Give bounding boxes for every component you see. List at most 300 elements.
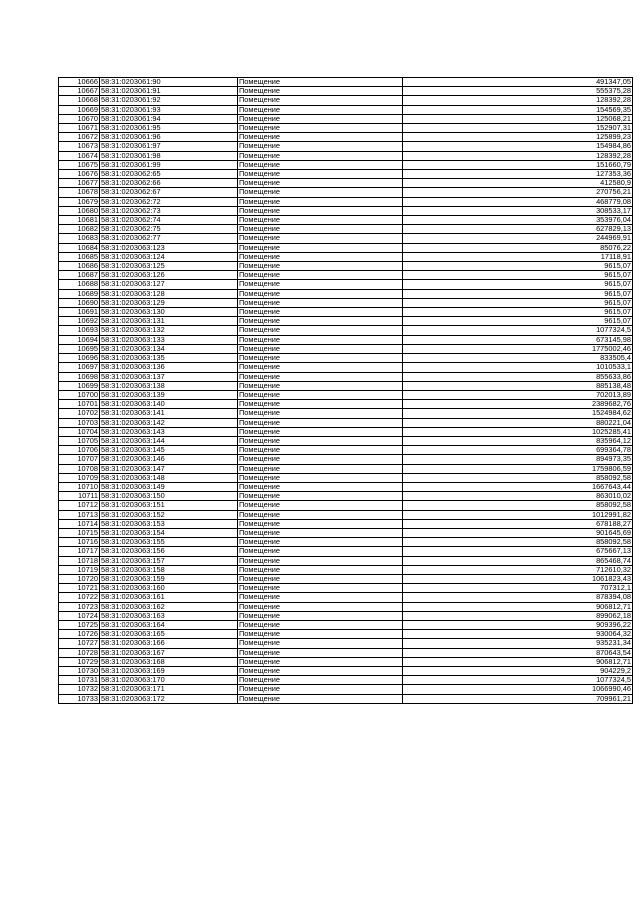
object-type-cell: Помещение [238,335,403,344]
cadastral-number-cell: 58:31:0203063:136 [100,363,238,372]
cadastral-value-cell: 835964,12 [403,436,633,445]
row-number-cell: 10730 [59,667,100,676]
row-number-cell: 10709 [59,473,100,482]
table-row [59,427,633,436]
object-type-cell: Помещение [238,409,403,418]
table-row [59,584,633,593]
object-type-cell: Помещение [238,105,403,114]
row-number-cell: 10691 [59,308,100,317]
cadastral-number-cell: 58:31:0203061:96 [100,133,238,142]
cadastral-value-table [58,77,633,704]
row-number-cell: 10703 [59,418,100,427]
cadastral-value-cell: 1061823,43 [403,574,633,583]
row-number-cell: 10708 [59,464,100,473]
cadastral-value-cell: 9615,07 [403,280,633,289]
cadastral-value-cell: 885138,48 [403,381,633,390]
cadastral-value-cell: 930064,32 [403,630,633,639]
table-row [59,308,633,317]
row-number-cell: 10672 [59,133,100,142]
cadastral-value-cell: 244969,91 [403,234,633,243]
table-row [59,87,633,96]
cadastral-value-cell: 1025285,41 [403,427,633,436]
cadastral-value-cell: 678188,27 [403,519,633,528]
object-type-cell: Помещение [238,501,403,510]
cadastral-value-cell: 712610,32 [403,565,633,574]
row-number-cell: 10694 [59,335,100,344]
row-number-cell: 10704 [59,427,100,436]
cadastral-number-cell: 58:31:0203063:167 [100,648,238,657]
object-type-cell: Помещение [238,151,403,160]
cadastral-number-cell: 58:31:0203062:65 [100,170,238,179]
cadastral-number-cell: 58:31:0203063:150 [100,492,238,501]
table-row [59,639,633,648]
table-row [59,78,633,87]
table-row [59,620,633,629]
cadastral-number-cell: 58:31:0203063:160 [100,584,238,593]
object-type-cell: Помещение [238,87,403,96]
object-type-cell: Помещение [238,354,403,363]
table-row [59,436,633,445]
cadastral-value-cell: 9615,07 [403,298,633,307]
cadastral-value-cell: 9615,07 [403,271,633,280]
object-type-cell: Помещение [238,694,403,703]
cadastral-value-cell: 880221,04 [403,418,633,427]
cadastral-value-cell: 2389682,76 [403,400,633,409]
row-number-cell: 10679 [59,197,100,206]
cadastral-number-cell: 58:31:0203062:77 [100,234,238,243]
table-row [59,234,633,243]
row-number-cell: 10677 [59,179,100,188]
cadastral-number-cell: 58:31:0203063:126 [100,271,238,280]
cadastral-number-cell: 58:31:0203063:154 [100,528,238,537]
object-type-cell: Помещение [238,133,403,142]
object-type-cell: Помещение [238,519,403,528]
cadastral-value-cell: 128392,28 [403,151,633,160]
object-type-cell: Помещение [238,390,403,399]
cadastral-value-cell: 858092,58 [403,538,633,547]
cadastral-number-cell: 58:31:0203062:67 [100,188,238,197]
cadastral-number-cell: 58:31:0203063:161 [100,593,238,602]
object-type-cell: Помещение [238,206,403,215]
table-row [59,372,633,381]
row-number-cell: 10692 [59,317,100,326]
cadastral-value-cell: 9615,07 [403,317,633,326]
table-row [59,400,633,409]
cadastral-number-cell: 58:31:0203063:138 [100,381,238,390]
object-type-cell: Помещение [238,344,403,353]
table-row [59,685,633,694]
cadastral-value-cell: 1077324,5 [403,676,633,685]
table-row [59,151,633,160]
cadastral-number-cell: 58:31:0203063:159 [100,574,238,583]
cadastral-value-cell: 555375,28 [403,87,633,96]
object-type-cell: Помещение [238,96,403,105]
object-type-cell: Помещение [238,216,403,225]
object-type-cell: Помещение [238,372,403,381]
cadastral-value-cell: 308533,17 [403,206,633,215]
row-number-cell: 10702 [59,409,100,418]
table-row [59,363,633,372]
table-row [59,243,633,252]
table-row [59,289,633,298]
object-type-cell: Помещение [238,188,403,197]
object-type-cell: Помещение [238,418,403,427]
row-number-cell: 10705 [59,436,100,445]
row-number-cell: 10724 [59,611,100,620]
cadastral-value-cell: 1775002,46 [403,344,633,353]
row-number-cell: 10681 [59,216,100,225]
row-number-cell: 10728 [59,648,100,657]
cadastral-number-cell: 58:31:0203063:165 [100,630,238,639]
row-number-cell: 10729 [59,657,100,666]
object-type-cell: Помещение [238,538,403,547]
table-row [59,492,633,501]
row-number-cell: 10701 [59,400,100,409]
row-number-cell: 10686 [59,262,100,271]
object-type-cell: Помещение [238,363,403,372]
object-type-cell: Помещение [238,289,403,298]
cadastral-value-cell: 863010,02 [403,492,633,501]
cadastral-value-cell: 1759806,59 [403,464,633,473]
cadastral-value-cell: 491347,05 [403,78,633,87]
row-number-cell: 10713 [59,510,100,519]
cadastral-number-cell: 58:31:0203063:172 [100,694,238,703]
table-row [59,142,633,151]
object-type-cell: Помещение [238,565,403,574]
cadastral-number-cell: 58:31:0203063:166 [100,639,238,648]
row-number-cell: 10674 [59,151,100,160]
row-number-cell: 10718 [59,556,100,565]
object-type-cell: Помещение [238,243,403,252]
cadastral-value-cell: 412580,9 [403,179,633,188]
table-row [59,630,633,639]
table-row [59,179,633,188]
row-number-cell: 10715 [59,528,100,537]
table-row [59,105,633,114]
cadastral-number-cell: 58:31:0203063:157 [100,556,238,565]
cadastral-number-cell: 58:31:0203063:158 [100,565,238,574]
object-type-cell: Помещение [238,482,403,491]
cadastral-value-cell: 675667,13 [403,547,633,556]
table-row [59,344,633,353]
row-number-cell: 10675 [59,160,100,169]
object-type-cell: Помещение [238,427,403,436]
table-row [59,114,633,123]
object-type-cell: Помещение [238,639,403,648]
row-number-cell: 10720 [59,574,100,583]
table-row [59,96,633,105]
cadastral-number-cell: 58:31:0203063:142 [100,418,238,427]
object-type-cell: Помещение [238,160,403,169]
object-type-cell: Помещение [238,197,403,206]
cadastral-value-cell: 1010533,1 [403,363,633,372]
row-number-cell: 10670 [59,114,100,123]
cadastral-number-cell: 58:31:0203063:131 [100,317,238,326]
cadastral-value-cell: 855633,86 [403,372,633,381]
row-number-cell: 10719 [59,565,100,574]
object-type-cell: Помещение [238,473,403,482]
row-number-cell: 10732 [59,685,100,694]
object-type-cell: Помещение [238,234,403,243]
row-number-cell: 10683 [59,234,100,243]
table-row [59,160,633,169]
cadastral-value-cell: 468779,08 [403,197,633,206]
cadastral-value-cell: 353976,04 [403,216,633,225]
object-type-cell: Помещение [238,464,403,473]
row-number-cell: 10700 [59,390,100,399]
cadastral-number-cell: 58:31:0203063:135 [100,354,238,363]
table-row [59,381,633,390]
cadastral-value-cell: 904229,2 [403,667,633,676]
row-number-cell: 10722 [59,593,100,602]
cadastral-value-cell: 270756,21 [403,188,633,197]
row-number-cell: 10714 [59,519,100,528]
object-type-cell: Помещение [238,657,403,666]
table-row [59,694,633,703]
row-number-cell: 10717 [59,547,100,556]
row-number-cell: 10676 [59,170,100,179]
cadastral-value-cell: 702013,89 [403,390,633,399]
cadastral-value-cell: 1524984,62 [403,409,633,418]
cadastral-value-cell: 9615,07 [403,308,633,317]
cadastral-number-cell: 58:31:0203063:168 [100,657,238,666]
cadastral-number-cell: 58:31:0203063:130 [100,308,238,317]
object-type-cell: Помещение [238,142,403,151]
table-row [59,133,633,142]
object-type-cell: Помещение [238,602,403,611]
cadastral-number-cell: 58:31:0203062:75 [100,225,238,234]
cadastral-number-cell: 58:31:0203063:133 [100,335,238,344]
cadastral-number-cell: 58:31:0203061:94 [100,114,238,123]
cadastral-number-cell: 58:31:0203061:91 [100,87,238,96]
cadastral-number-cell: 58:31:0203063:147 [100,464,238,473]
cadastral-value-cell: 901645,69 [403,528,633,537]
row-number-cell: 10680 [59,206,100,215]
cadastral-number-cell: 58:31:0203063:170 [100,676,238,685]
table-row [59,216,633,225]
object-type-cell: Помещение [238,124,403,133]
row-number-cell: 10678 [59,188,100,197]
table-row [59,556,633,565]
table-row [59,547,633,556]
table-row [59,206,633,215]
cadastral-value-cell: 154984,86 [403,142,633,151]
cadastral-value-cell: 906812,71 [403,657,633,666]
object-type-cell: Помещение [238,225,403,234]
row-number-cell: 10689 [59,289,100,298]
cadastral-value-cell: 935231,34 [403,639,633,648]
table-row [59,482,633,491]
object-type-cell: Помещение [238,648,403,657]
cadastral-value-cell: 865468,74 [403,556,633,565]
cadastral-value-cell: 899062,18 [403,611,633,620]
table-row [59,667,633,676]
cadastral-value-cell: 707312,1 [403,584,633,593]
row-number-cell: 10668 [59,96,100,105]
row-number-cell: 10727 [59,639,100,648]
table-row [59,197,633,206]
cadastral-number-cell: 58:31:0203063:153 [100,519,238,528]
cadastral-number-cell: 58:31:0203063:164 [100,620,238,629]
table-row [59,501,633,510]
row-number-cell: 10690 [59,298,100,307]
cadastral-number-cell: 58:31:0203063:125 [100,262,238,271]
cadastral-value-cell: 1667643,44 [403,482,633,491]
table-row [59,317,633,326]
row-number-cell: 10697 [59,363,100,372]
object-type-cell: Помещение [238,528,403,537]
cadastral-number-cell: 58:31:0203063:171 [100,685,238,694]
cadastral-value-cell: 127353,36 [403,170,633,179]
cadastral-number-cell: 58:31:0203061:95 [100,124,238,133]
row-number-cell: 10667 [59,87,100,96]
cadastral-number-cell: 58:31:0203062:74 [100,216,238,225]
object-type-cell: Помещение [238,381,403,390]
table-row [59,510,633,519]
cadastral-number-cell: 58:31:0203063:152 [100,510,238,519]
table-row [59,676,633,685]
row-number-cell: 10733 [59,694,100,703]
row-number-cell: 10716 [59,538,100,547]
row-number-cell: 10721 [59,584,100,593]
table-row [59,335,633,344]
table-row [59,298,633,307]
row-number-cell: 10725 [59,620,100,629]
object-type-cell: Помещение [238,510,403,519]
object-type-cell: Помещение [238,317,403,326]
row-number-cell: 10687 [59,271,100,280]
table-row [59,528,633,537]
table-row [59,409,633,418]
object-type-cell: Помещение [238,446,403,455]
object-type-cell: Помещение [238,611,403,620]
object-type-cell: Помещение [238,280,403,289]
row-number-cell: 10699 [59,381,100,390]
object-type-cell: Помещение [238,114,403,123]
table-row [59,648,633,657]
cadastral-number-cell: 58:31:0203061:93 [100,105,238,114]
table-row [59,574,633,583]
row-number-cell: 10684 [59,243,100,252]
row-number-cell: 10669 [59,105,100,114]
table-row [59,602,633,611]
cadastral-number-cell: 58:31:0203063:143 [100,427,238,436]
table-row [59,611,633,620]
cadastral-value-cell: 833505,4 [403,354,633,363]
table-row [59,188,633,197]
cadastral-number-cell: 58:31:0203063:149 [100,482,238,491]
cadastral-value-cell: 627829,13 [403,225,633,234]
object-type-cell: Помещение [238,400,403,409]
object-type-cell: Помещение [238,620,403,629]
row-number-cell: 10682 [59,225,100,234]
object-type-cell: Помещение [238,676,403,685]
table-row [59,464,633,473]
cadastral-number-cell: 58:31:0203063:155 [100,538,238,547]
row-number-cell: 10695 [59,344,100,353]
table-row [59,593,633,602]
cadastral-value-cell: 699364,78 [403,446,633,455]
cadastral-value-cell: 151660,79 [403,160,633,169]
cadastral-value-cell: 1077324,5 [403,326,633,335]
row-number-cell: 10707 [59,455,100,464]
table-row [59,538,633,547]
cadastral-value-cell: 1012991,82 [403,510,633,519]
cadastral-value-cell: 858092,58 [403,501,633,510]
cadastral-number-cell: 58:31:0203063:145 [100,446,238,455]
cadastral-number-cell: 58:31:0203062:72 [100,197,238,206]
cadastral-number-cell: 58:31:0203063:163 [100,611,238,620]
cadastral-value-cell: 85076,22 [403,243,633,252]
row-number-cell: 10710 [59,482,100,491]
object-type-cell: Помещение [238,252,403,261]
cadastral-number-cell: 58:31:0203063:129 [100,298,238,307]
table-row [59,170,633,179]
object-type-cell: Помещение [238,78,403,87]
row-number-cell: 10688 [59,280,100,289]
table-row [59,446,633,455]
cadastral-value-cell: 128392,28 [403,96,633,105]
cadastral-number-cell: 58:31:0203063:140 [100,400,238,409]
object-type-cell: Помещение [238,170,403,179]
cadastral-number-cell: 58:31:0203063:151 [100,501,238,510]
cadastral-number-cell: 58:31:0203062:73 [100,206,238,215]
table-row [59,657,633,666]
row-number-cell: 10673 [59,142,100,151]
object-type-cell: Помещение [238,593,403,602]
cadastral-value-cell: 858092,58 [403,473,633,482]
row-number-cell: 10666 [59,78,100,87]
cadastral-number-cell: 58:31:0203063:169 [100,667,238,676]
cadastral-value-cell: 152907,31 [403,124,633,133]
cadastral-number-cell: 58:31:0203061:98 [100,151,238,160]
row-number-cell: 10711 [59,492,100,501]
row-number-cell: 10723 [59,602,100,611]
table-row [59,124,633,133]
table-row [59,473,633,482]
row-number-cell: 10696 [59,354,100,363]
cadastral-number-cell: 58:31:0203063:162 [100,602,238,611]
cadastral-value-cell: 125068,21 [403,114,633,123]
object-type-cell: Помещение [238,298,403,307]
table-row [59,326,633,335]
table-row [59,455,633,464]
cadastral-value-cell: 709961,21 [403,694,633,703]
cadastral-number-cell: 58:31:0203061:92 [100,96,238,105]
cadastral-value-cell: 9615,07 [403,289,633,298]
cadastral-number-cell: 58:31:0203063:128 [100,289,238,298]
cadastral-number-cell: 58:31:0203063:124 [100,252,238,261]
row-number-cell: 10693 [59,326,100,335]
cadastral-value-cell: 870643,54 [403,648,633,657]
row-number-cell: 10731 [59,676,100,685]
cadastral-number-cell: 58:31:0203063:156 [100,547,238,556]
cadastral-value-cell: 125899,23 [403,133,633,142]
table-row [59,390,633,399]
cadastral-number-cell: 58:31:0203063:148 [100,473,238,482]
row-number-cell: 10685 [59,252,100,261]
table-row [59,354,633,363]
row-number-cell: 10712 [59,501,100,510]
row-number-cell: 10671 [59,124,100,133]
cadastral-value-cell: 906812,71 [403,602,633,611]
cadastral-number-cell: 58:31:0203063:127 [100,280,238,289]
cadastral-value-cell: 154569,35 [403,105,633,114]
cadastral-number-cell: 58:31:0203061:90 [100,78,238,87]
table-row [59,418,633,427]
row-number-cell: 10706 [59,446,100,455]
table-row [59,262,633,271]
